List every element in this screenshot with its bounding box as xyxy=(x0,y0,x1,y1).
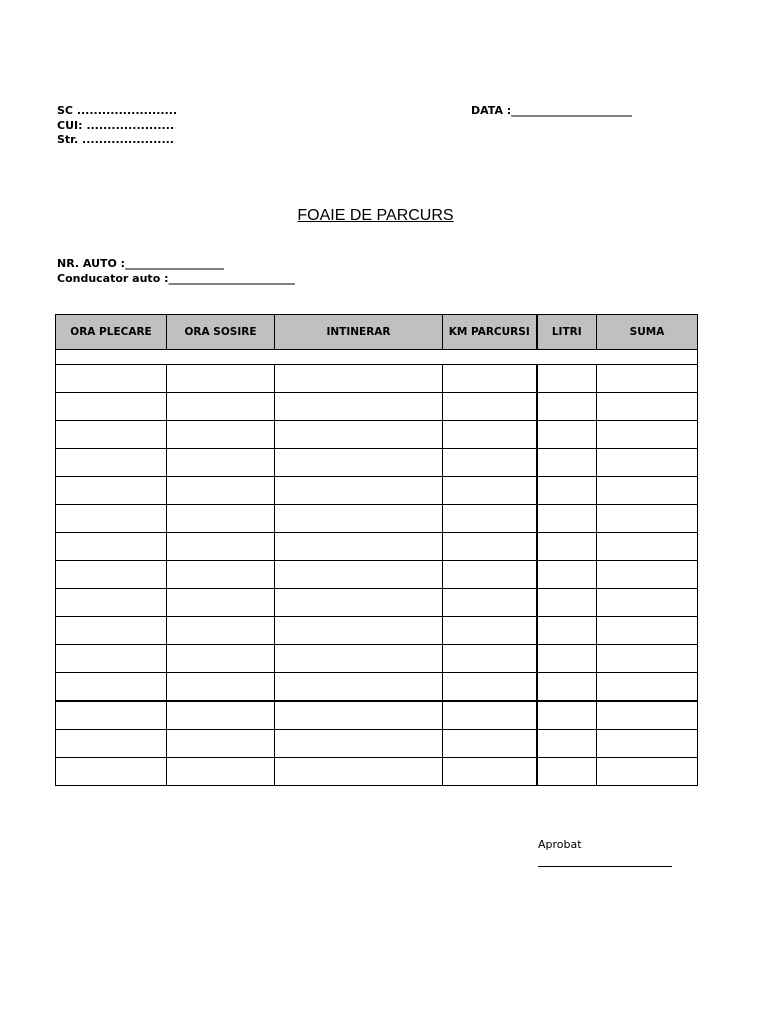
cell-amount[interactable] xyxy=(597,421,698,449)
table-header-row xyxy=(56,315,698,350)
approval-signature-line xyxy=(538,866,672,867)
cell-km[interactable] xyxy=(443,617,537,645)
cell-itinerary[interactable] xyxy=(275,701,443,730)
cell-departure-time[interactable] xyxy=(56,589,167,617)
table-row xyxy=(56,758,698,786)
cell-arrival-time[interactable] xyxy=(167,393,275,421)
table-body xyxy=(56,350,698,786)
cell-amount[interactable] xyxy=(597,758,698,786)
cell-km[interactable] xyxy=(443,673,537,702)
cell-arrival-time[interactable] xyxy=(167,730,275,758)
cell-itinerary[interactable] xyxy=(275,645,443,673)
table-row xyxy=(56,477,698,505)
table-row xyxy=(56,730,698,758)
cell-arrival-time[interactable] xyxy=(167,449,275,477)
spacer-cell xyxy=(56,350,698,365)
column-header-itinerary: INTINERAR xyxy=(275,315,443,350)
cell-amount[interactable] xyxy=(597,645,698,673)
table-row xyxy=(56,393,698,421)
cell-km[interactable] xyxy=(443,477,537,505)
cell-km[interactable] xyxy=(443,449,537,477)
table-row xyxy=(56,701,698,730)
cell-liters[interactable] xyxy=(537,393,597,421)
table-row xyxy=(56,645,698,673)
table-row xyxy=(56,421,698,449)
cell-amount[interactable] xyxy=(597,561,698,589)
cell-departure-time[interactable] xyxy=(56,673,167,702)
cell-km[interactable] xyxy=(443,505,537,533)
table-row xyxy=(56,449,698,477)
company-cui-field: CUI: ..................... xyxy=(57,118,175,132)
cell-departure-time[interactable] xyxy=(56,365,167,393)
company-street-field: Str. ...................... xyxy=(57,133,174,146)
cell-liters[interactable] xyxy=(537,701,597,730)
cell-liters[interactable] xyxy=(537,477,597,505)
cell-liters[interactable] xyxy=(537,617,597,645)
cell-amount[interactable] xyxy=(597,589,698,617)
cell-liters[interactable] xyxy=(537,533,597,561)
cell-arrival-time[interactable] xyxy=(167,617,275,645)
cell-itinerary[interactable] xyxy=(275,365,443,393)
table-row xyxy=(56,617,698,645)
cell-amount[interactable] xyxy=(597,730,698,758)
cell-itinerary[interactable] xyxy=(275,730,443,758)
vehicle-info xyxy=(57,256,295,286)
cell-km[interactable] xyxy=(443,561,537,589)
cell-km[interactable] xyxy=(443,533,537,561)
column-header-departure-time: ORA PLECARE xyxy=(56,315,167,350)
cell-arrival-time[interactable] xyxy=(167,645,275,673)
cell-itinerary[interactable] xyxy=(275,505,443,533)
cell-liters[interactable] xyxy=(537,561,597,589)
cell-departure-time[interactable] xyxy=(56,701,167,730)
cell-km[interactable] xyxy=(443,393,537,421)
table-row xyxy=(56,561,698,589)
cell-itinerary[interactable] xyxy=(275,393,443,421)
cell-amount[interactable] xyxy=(597,393,698,421)
cell-departure-time[interactable] xyxy=(56,477,167,505)
cell-km[interactable] xyxy=(443,365,537,393)
cell-liters[interactable] xyxy=(537,505,597,533)
cell-departure-time[interactable] xyxy=(56,730,167,758)
table-row xyxy=(56,365,698,393)
cell-departure-time[interactable] xyxy=(56,505,167,533)
table-row xyxy=(56,505,698,533)
cell-arrival-time[interactable] xyxy=(167,561,275,589)
cell-arrival-time[interactable] xyxy=(167,421,275,449)
cell-departure-time[interactable] xyxy=(56,561,167,589)
cell-arrival-time[interactable] xyxy=(167,673,275,702)
cell-amount[interactable] xyxy=(597,617,698,645)
company-info xyxy=(57,104,177,148)
column-header-km: KM PARCURSI xyxy=(443,315,537,350)
cell-itinerary[interactable] xyxy=(275,533,443,561)
cell-arrival-time[interactable] xyxy=(167,758,275,786)
vehicle-plate-field: NR. AUTO :__________________ xyxy=(57,257,225,270)
cell-arrival-time[interactable] xyxy=(167,477,275,505)
cell-itinerary[interactable] xyxy=(275,449,443,477)
cell-itinerary[interactable] xyxy=(275,673,443,702)
cell-km[interactable] xyxy=(443,421,537,449)
table-row xyxy=(56,673,698,702)
cell-itinerary[interactable] xyxy=(275,477,443,505)
cell-arrival-time[interactable] xyxy=(167,589,275,617)
cell-km[interactable] xyxy=(443,645,537,673)
cell-km[interactable] xyxy=(443,758,537,786)
cell-amount[interactable] xyxy=(597,365,698,393)
cell-amount[interactable] xyxy=(597,701,698,730)
cell-arrival-time[interactable] xyxy=(167,365,275,393)
approval-label: Aprobat xyxy=(538,838,582,851)
document-title: FOAIE DE PARCURS xyxy=(297,207,454,224)
table-row xyxy=(56,533,698,561)
cell-itinerary[interactable] xyxy=(275,617,443,645)
cell-arrival-time[interactable] xyxy=(167,533,275,561)
cell-itinerary[interactable] xyxy=(275,758,443,786)
cell-amount[interactable] xyxy=(597,673,698,702)
driver-field: Conducator auto :_______________________ xyxy=(57,272,295,285)
table-row xyxy=(56,589,698,617)
cell-departure-time[interactable] xyxy=(56,758,167,786)
cell-departure-time[interactable] xyxy=(56,645,167,673)
cell-km[interactable] xyxy=(443,701,537,730)
date-field: DATA :______________________ xyxy=(471,104,633,117)
cell-km[interactable] xyxy=(443,589,537,617)
cell-departure-time[interactable] xyxy=(56,449,167,477)
cell-liters[interactable] xyxy=(537,589,597,617)
cell-liters[interactable] xyxy=(537,730,597,758)
cell-departure-time[interactable] xyxy=(56,393,167,421)
cell-itinerary[interactable] xyxy=(275,589,443,617)
cell-km[interactable] xyxy=(443,730,537,758)
cell-departure-time[interactable] xyxy=(56,617,167,645)
cell-amount[interactable] xyxy=(597,449,698,477)
column-header-arrival-time: ORA SOSIRE xyxy=(167,315,275,350)
route-log-table xyxy=(55,314,698,786)
cell-itinerary[interactable] xyxy=(275,561,443,589)
cell-arrival-time[interactable] xyxy=(167,701,275,730)
cell-liters[interactable] xyxy=(537,449,597,477)
cell-amount[interactable] xyxy=(597,533,698,561)
cell-amount[interactable] xyxy=(597,505,698,533)
cell-itinerary[interactable] xyxy=(275,421,443,449)
cell-liters[interactable] xyxy=(537,758,597,786)
table-spacer-row xyxy=(56,350,698,365)
cell-liters[interactable] xyxy=(537,421,597,449)
cell-liters[interactable] xyxy=(537,645,597,673)
company-name-field: SC ........................ xyxy=(57,104,178,117)
cell-arrival-time[interactable] xyxy=(167,505,275,533)
cell-departure-time[interactable] xyxy=(56,533,167,561)
cell-amount[interactable] xyxy=(597,477,698,505)
column-header-liters: LITRI xyxy=(537,315,597,350)
cell-liters[interactable] xyxy=(537,365,597,393)
column-header-amount: SUMA xyxy=(597,315,698,350)
cell-liters[interactable] xyxy=(537,673,597,702)
cell-departure-time[interactable] xyxy=(56,421,167,449)
